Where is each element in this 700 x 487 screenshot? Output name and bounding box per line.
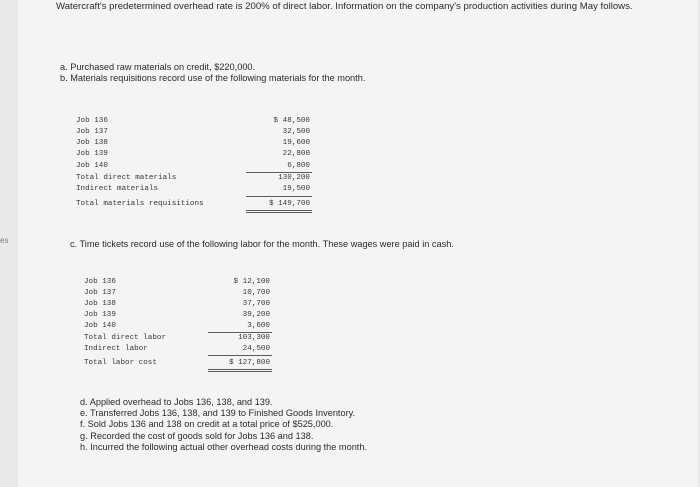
item-e: e. Transferred Jobs 136, 138, and 139 to Finished Goods Inventory. xyxy=(80,408,356,418)
labor-row-label: Job 137 xyxy=(84,289,116,297)
materials-row-amount: 6,800 xyxy=(287,162,310,170)
item-c: c. Time tickets record use of the following labor for the month. These wages were paid in cash. xyxy=(70,239,454,249)
labor-row-label: Job 136 xyxy=(84,278,116,286)
item-b: b. Materials requisitions record use of the following materials for the month. xyxy=(60,73,366,83)
item-d: d. Applied overhead to Jobs 136, 138, and 139. xyxy=(80,397,273,407)
materials-row-amount: 130,200 xyxy=(278,174,310,182)
materials-row-label: Job 137 xyxy=(76,128,108,136)
materials-row-label: Job 140 xyxy=(76,162,108,170)
intro-paragraph: Watercraft's predetermined overhead rate is 200% of direct labor. Information on the company's production activities during May follows. xyxy=(56,1,633,12)
materials-row-label: Job 136 xyxy=(76,117,108,125)
labor-row-amount: 39,200 xyxy=(242,311,270,319)
labor-row-amount: 24,500 xyxy=(242,345,270,353)
materials-row-amount: $ 48,500 xyxy=(273,117,310,125)
item-f: f. Sold Jobs 136 and 138 on credit at a total price of $525,000. xyxy=(80,419,334,429)
materials-row-amount: 32,500 xyxy=(282,128,310,136)
labor-row-amount: 10,700 xyxy=(242,289,270,297)
materials-subtotal-rule xyxy=(246,172,312,173)
labor-row-amount: 3,600 xyxy=(247,322,270,330)
cropped-edge-label: es xyxy=(0,236,9,245)
problem-panel xyxy=(18,0,698,487)
materials-row-label: Job 138 xyxy=(76,139,108,147)
item-h: h. Incurred the following actual other overhead costs during the month. xyxy=(80,442,368,452)
labor-total-rule xyxy=(208,355,272,356)
labor-row-label: Indirect labor xyxy=(84,345,148,353)
item-g: g. Recorded the cost of goods sold for Jobs 136 and 138. xyxy=(80,431,314,441)
materials-row-amount: $ 149,700 xyxy=(268,200,310,208)
materials-total-rule xyxy=(246,196,312,197)
materials-row-amount: 19,500 xyxy=(282,185,310,193)
materials-row-amount: 22,800 xyxy=(282,150,310,158)
materials-row-label: Total direct materials xyxy=(76,174,177,182)
item-a: a. Purchased raw materials on credit, $220,000. xyxy=(60,62,256,72)
materials-row-label: Total materials requisitions xyxy=(76,200,204,208)
labor-row-label: Job 139 xyxy=(84,311,116,319)
labor-subtotal-rule xyxy=(208,332,272,333)
materials-row-label: Job 139 xyxy=(76,150,108,158)
labor-row-amount: $ 127,800 xyxy=(228,359,270,367)
labor-row-amount: 103,300 xyxy=(238,334,270,342)
labor-row-label: Total direct labor xyxy=(84,334,167,342)
labor-double-rule xyxy=(208,369,272,372)
materials-row-amount: 19,600 xyxy=(282,139,310,147)
materials-double-rule xyxy=(246,210,312,213)
materials-row-label: Indirect materials xyxy=(76,185,159,193)
labor-row-label: Job 138 xyxy=(84,300,116,308)
labor-row-amount: $ 12,100 xyxy=(233,278,270,286)
labor-row-label: Total labor cost xyxy=(84,359,157,367)
labor-row-label: Job 140 xyxy=(84,322,116,330)
labor-row-amount: 37,700 xyxy=(242,300,270,308)
